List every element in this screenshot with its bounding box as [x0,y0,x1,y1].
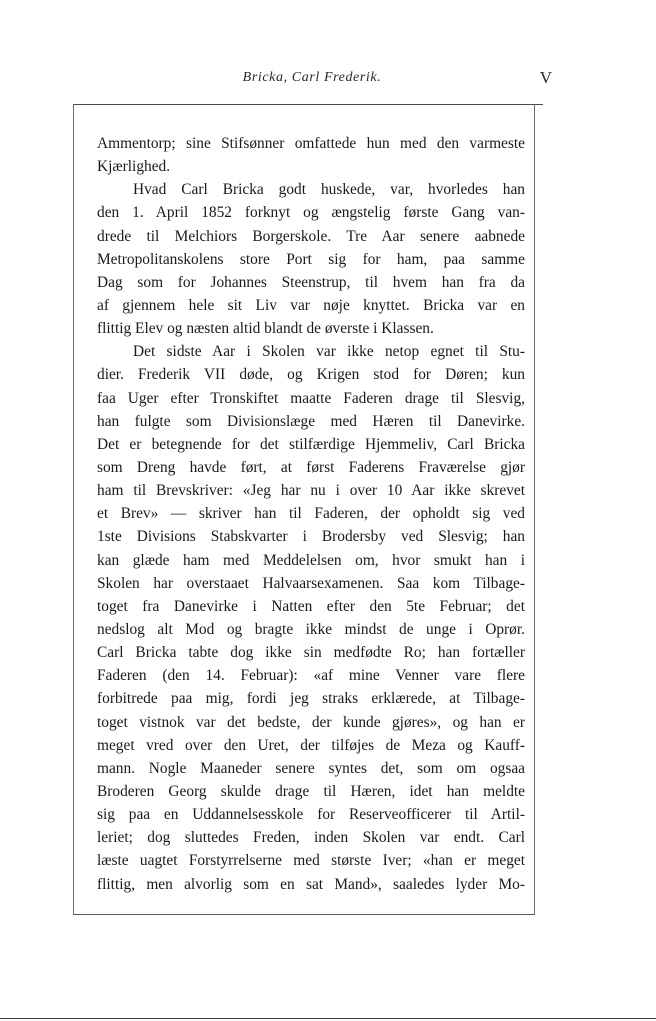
body-text [97,132,525,896]
text-line: sig paa en Uddannelsesskole for Reserveofficerer til Artil- [97,806,525,824]
text-line: den 1. April 1852 forknyt og ængstelig første Gang van- [97,204,525,222]
text-line: ham til Brevskriver: «Jeg har nu i over 10 Aar ikke skrevet [97,482,525,500]
text-line: Skolen har overstaaet Halvaarsexamenen. Saa kom Tilbage- [97,574,525,592]
text-line: toget vistnok var det bedste, der kunde gjøres», og han er [97,713,525,731]
page-number: V [539,68,552,87]
text-line: forbitrede paa mig, fordi jeg straks erklærede, at Tilbage- [97,690,525,708]
frame-bottom-rule [73,914,535,915]
text-line: et Brev» — skriver han til Faderen, der opholdt sig ved [97,505,525,523]
text-line: toget fra Danevirke i Natten efter den 5te Februar; det [97,597,525,615]
text-line: kan glæde ham med Meddelelsen om, hvor smukt han i [97,551,525,569]
text-line: Hvad Carl Bricka godt huskede, var, hvorledes han [133,181,525,199]
text-line: flittig, men alvorlig som en sat Mand», saaledes lyder Mo- [97,875,525,893]
text-line: Det er betegnende for det stilfærdige Hjemmeliv, Carl Bricka [97,435,525,453]
text-line: leriet; dog sluttedes Freden, inden Skolen var endt. Carl [97,829,525,847]
text-line: Carl Bricka tabte dog ikke sin medfødte Ro; han fortæller [97,644,525,662]
text-line: Dag som for Johannes Steenstrup, til hvem han fra da [97,273,525,291]
text-line: Faderen (den 14. Februar): «af mine Venner vare flere [97,667,525,685]
text-line: meget vred over den Uret, der tilføjes de Meza og Kauff- [97,736,525,754]
text-line: mann. Nogle Maaneder senere syntes det, som om ogsaa [97,759,525,777]
text-line: 1ste Divisions Stabskvarter i Brodersby ved Slesvig; han [97,528,525,546]
text-line: Kjærlighed. [97,158,171,176]
text-line: Broderen Georg skulde drage til Hæren, idet han meldte [97,782,525,800]
text-line: dier. Frederik VII døde, og Krigen stod for Døren; kun [97,366,525,384]
text-line: han fulgte som Divisionslæge med Hæren til Danevirke. [97,412,525,430]
text-line: Metropolitanskolens store Port sig for ham, paa samme [97,250,525,268]
text-line: Det sidste Aar i Skolen var ikke netop egnet til Stu- [133,343,525,361]
text-line: Ammentorp; sine Stifsønner omfattede hun med den varmeste [97,135,525,152]
text-line: drede til Melchiors Borgerskole. Tre Aar senere aabnede [97,227,525,245]
running-head [0,70,656,94]
text-line: faa Uger efter Tronskiftet maatte Faderen drage til Slesvig, [97,389,525,407]
text-line: af gjennem hele sit Liv var nøje knyttet. Bricka var en [97,296,525,314]
page-bottom-rule [0,1018,656,1019]
text-line: læste uagtet Forstyrrelserne med største Iver; «han er meget [97,852,525,870]
text-line: nedslog alt Mod og bragte ikke mindst de unge i Oprør. [97,620,525,638]
text-line: flittig Elev og næsten altid blandt de øverste i Klassen. [97,320,434,338]
text-line: som Dreng havde ført, at først Faderens Fraværelse gjør [97,458,525,476]
running-title: Bricka, Carl Frederik. [242,70,382,85]
